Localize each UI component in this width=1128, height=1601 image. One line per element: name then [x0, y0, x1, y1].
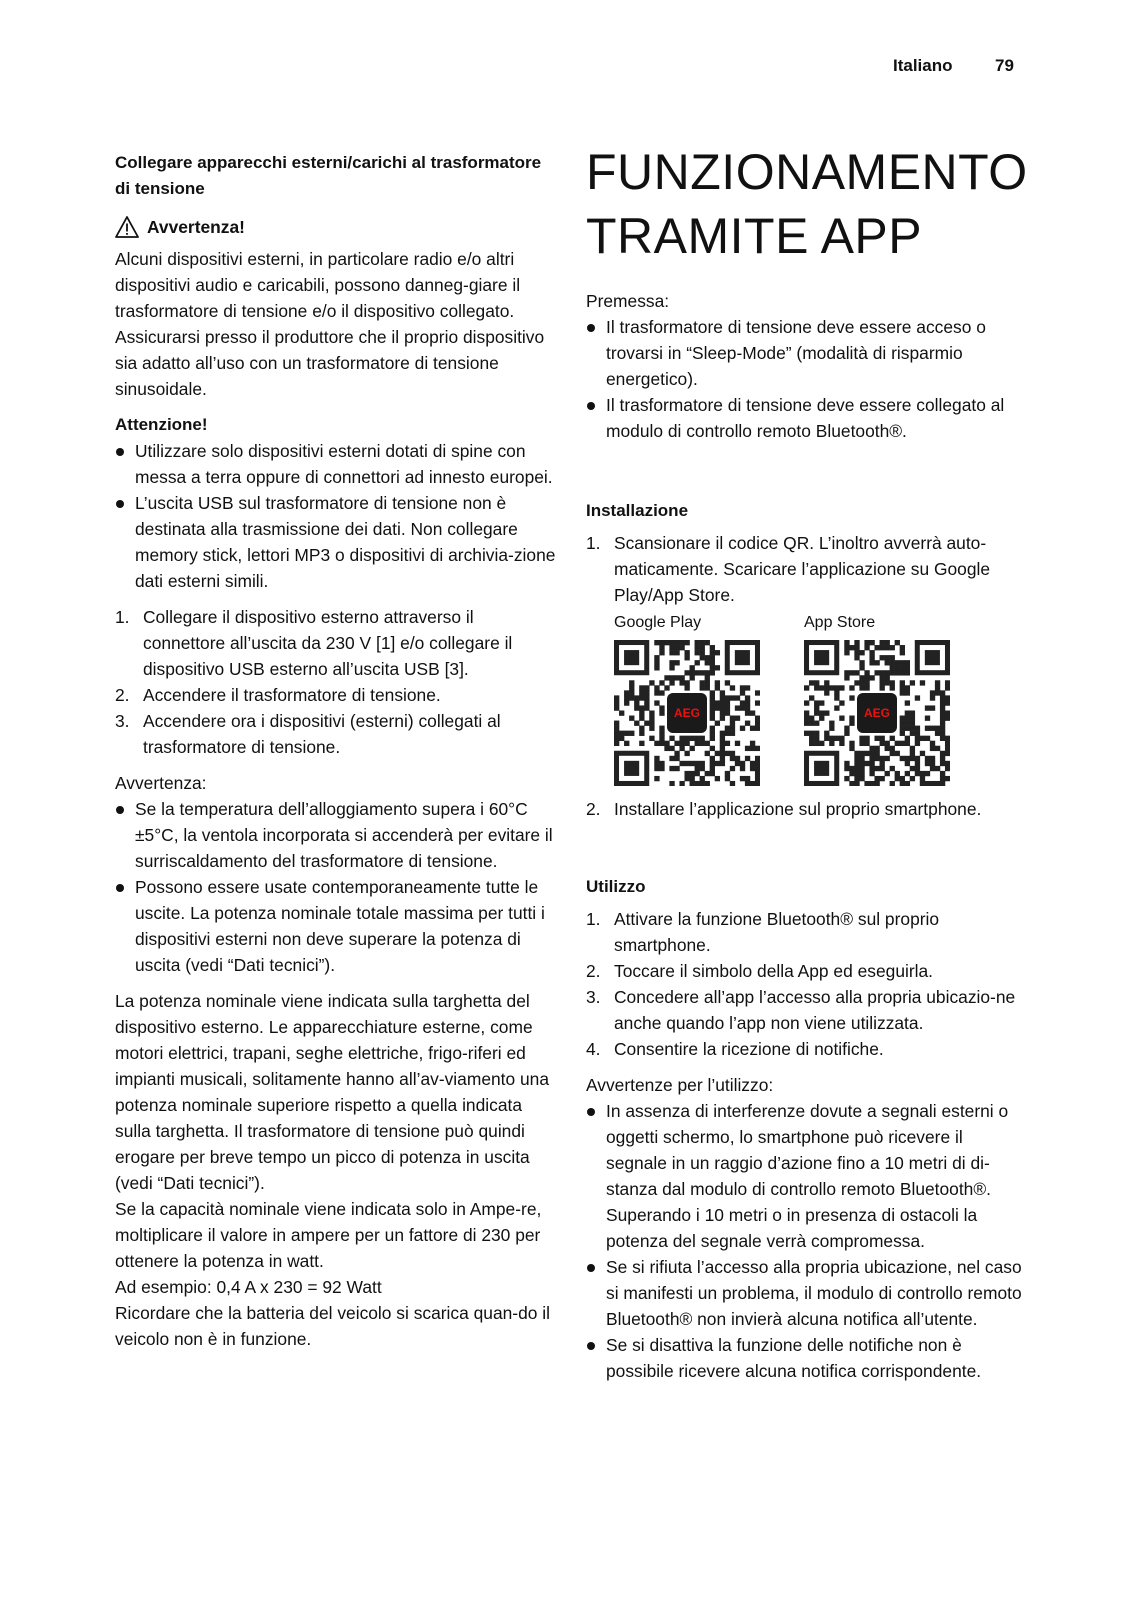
step-number: 3. — [586, 987, 601, 1007]
note-list — [115, 796, 557, 978]
step-item — [586, 796, 1026, 822]
list-item: Se si disattiva la funzione delle notifiche non è possibile ricevere alcuna notifica corrispondente. — [586, 1332, 1026, 1384]
attention-label: Attenzione! — [115, 415, 208, 434]
section-heading-connect: Collegare apparecchi esterni/carichi al trasformatore di tensione — [115, 153, 542, 198]
right-column — [586, 140, 1026, 1384]
title-line-1: FUNZIONAMENTO — [586, 144, 1028, 200]
step-item — [115, 604, 557, 682]
step-number: 2. — [115, 685, 130, 705]
step-number: 2. — [586, 799, 601, 819]
warning-heading — [115, 214, 557, 240]
step-item — [115, 708, 557, 760]
page-number: 79 — [995, 56, 1014, 75]
qr-codes — [614, 612, 1026, 786]
qr-google-play[interactable] — [614, 612, 804, 786]
language-label: Italiano — [893, 56, 953, 75]
step-number: 3. — [115, 711, 130, 731]
use-heading: Utilizzo — [586, 877, 646, 896]
step-text: Installare l’applicazione sul proprio smartphone. — [614, 799, 982, 819]
qr-label: Google Play — [614, 614, 702, 631]
list-item: Se la temperatura dell’alloggiamento supera i 60°C ±5°C, la ventola incorporata si accenderà per evitare il surriscaldamento del trasformatore di tensione. — [115, 796, 557, 874]
use-notes-label: Avvertenze per l’utilizzo: — [586, 1075, 774, 1095]
left-column — [115, 150, 557, 1352]
install-steps-2 — [586, 796, 1026, 822]
connect-steps — [115, 604, 557, 760]
step-number: 1. — [586, 909, 601, 929]
qr-code-icon[interactable] — [614, 640, 760, 786]
step-text: Accendere ora i dispositivi (esterni) collegati al trasformatore di tensione. — [143, 711, 501, 757]
qr-app-store[interactable] — [804, 612, 994, 786]
step-item — [586, 984, 1026, 1036]
aeg-logo: AEG — [667, 693, 707, 733]
use-steps — [586, 906, 1026, 1062]
qr-code-icon[interactable] — [804, 640, 950, 786]
step-text: Accendere il trasformatore di tensione. — [143, 685, 441, 705]
step-item — [586, 1036, 1026, 1062]
step-item — [586, 958, 1026, 984]
warning-text: Alcuni dispositivi esterni, in particolare radio e/o altri dispositivi audio e caricabili, possono danneg-giare il trasformatore di tensione e/o il dispositivo collegato. — [115, 249, 521, 321]
step-number: 1. — [586, 533, 601, 553]
list-item: L’uscita USB sul trasformatore di tensione non è destinata alla trasmissione dei dati. Non collegare memory stick, lettori MP3 o dispositivi di archivia-zione dati esterni simili. — [115, 490, 557, 594]
page-title — [586, 140, 1026, 268]
install-heading: Installazione — [586, 501, 689, 520]
aeg-logo: AEG — [857, 693, 897, 733]
note-label: Avvertenza: — [115, 773, 207, 793]
premise-label: Premessa: — [586, 291, 670, 311]
paragraph: Ricordare che la batteria del veicolo si scarica quan-do il veicolo non è in funzione. — [115, 1303, 550, 1349]
warning-label: Avvertenza! — [147, 217, 245, 237]
warning-triangle-icon — [115, 216, 139, 238]
step-text: Attivare la funzione Bluetooth® sul proprio smartphone. — [614, 909, 940, 955]
step-number: 4. — [586, 1039, 601, 1059]
step-item — [586, 906, 1026, 958]
list-item: Il trasformatore di tensione deve essere collegato al modulo di controllo remoto Bluetooth®. — [586, 392, 1026, 444]
paragraph: Se la capacità nominale viene indicata solo in Ampe-re, moltiplicare il valore in ampere per un fattore di 230 per ottenere la potenza in watt. — [115, 1199, 542, 1271]
step-text: Scansionare il codice QR. L’inoltro avverrà auto-maticamente. Scaricare l’applicazione su Google Play/App Store. — [614, 533, 991, 605]
list-item: Utilizzare solo dispositivi esterni dotati di spine con messa a terra oppure di connettori ad innesto europei. — [115, 438, 557, 490]
step-text: Toccare il simbolo della App ed eseguirla. — [614, 961, 934, 981]
step-number: 2. — [586, 961, 601, 981]
step-text: Collegare il dispositivo esterno attraverso il connettore all’uscita da 230 V [1] e/o collegare il dispositivo USB esterno all’uscita USB [3]. — [143, 607, 513, 679]
premise-list — [586, 314, 1026, 444]
install-steps — [586, 530, 1026, 608]
qr-label: App Store — [804, 614, 876, 631]
attention-list — [115, 438, 557, 594]
step-item — [115, 682, 557, 708]
warning-text-2: Assicurarsi presso il produttore che il proprio dispositivo sia adatto all’uso con un trasformatore di tensione sinusoidale. — [115, 327, 545, 399]
page-header — [893, 56, 1014, 76]
list-item: Il trasformatore di tensione deve essere acceso o trovarsi in “Sleep-Mode” (modalità di risparmio energetico). — [586, 314, 1026, 392]
list-item: In assenza di interferenze dovute a segnali esterni o oggetti schermo, lo smartphone può ricevere il segnale in un raggio d’azione fino a 10 metri di di-stanza dal modulo di controllo remoto Bluetooth®. Superando i 10 metri o in presenza di ostacoli la potenza del segnale verrà compromessa. — [586, 1098, 1026, 1254]
title-line-2: TRAMITE APP — [586, 208, 923, 264]
paragraph: Ad esempio: 0,4 A x 230 = 92 Watt — [115, 1277, 382, 1297]
step-item — [586, 530, 1026, 608]
step-text: Consentire la ricezione di notifiche. — [614, 1039, 884, 1059]
step-text: Concedere all’app l’accesso alla propria ubicazio-ne anche quando l’app non viene utilizzata. — [614, 987, 1016, 1033]
list-item: Possono essere usate contemporaneamente tutte le uscite. La potenza nominale totale massima per tutti i dispositivi esterni non deve superare la potenza di uscita (vedi “Dati tecnici”). — [115, 874, 557, 978]
list-item: Se si rifiuta l’accesso alla propria ubicazione, nel caso si manifesti un problema, il modulo di controllo remoto Bluetooth® non invierà alcuna notifica all’utente. — [586, 1254, 1026, 1332]
paragraph: La potenza nominale viene indicata sulla targhetta del dispositivo esterno. Le apparecchiature esterne, come motori elettrici, trapani, seghe elettriche, frigo-riferi ed impianti musicali, solitamente hanno all’av-viamento una potenza nominale superiore rispetto a quella indicata sulla targhetta. Il trasformatore di tensione può quindi erogare per breve tempo un picco di potenza in uscita (vedi “Dati tecnici”). — [115, 991, 550, 1193]
use-notes-list — [586, 1098, 1026, 1384]
step-number: 1. — [115, 607, 130, 627]
